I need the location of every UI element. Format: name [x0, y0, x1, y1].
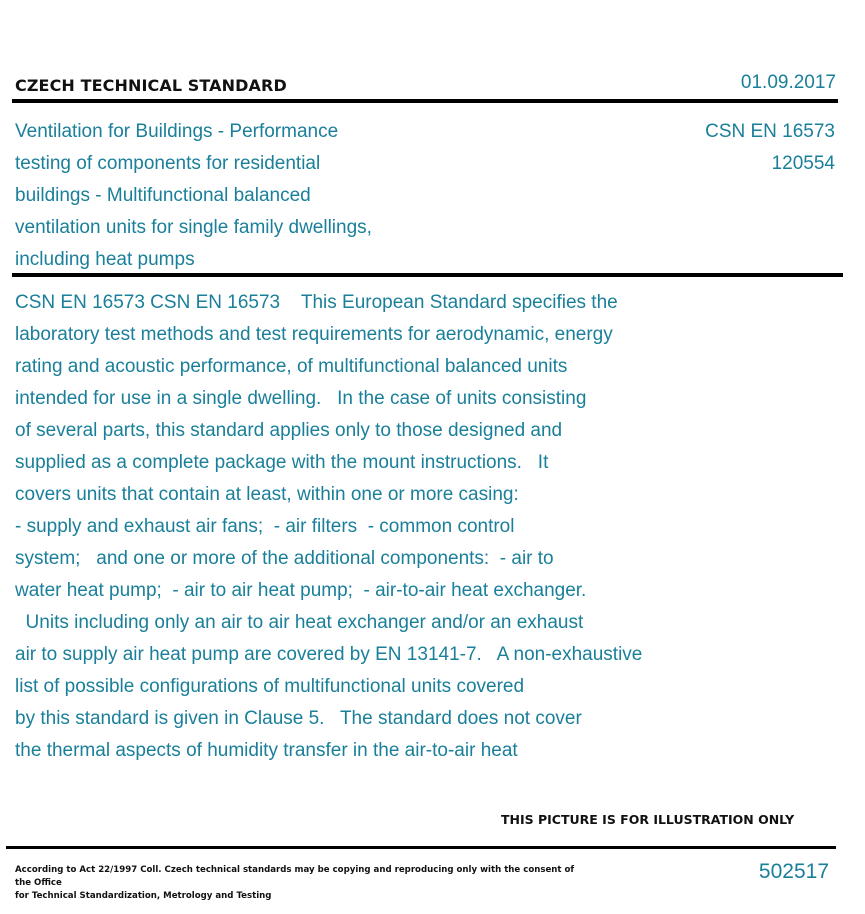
- standard-title-line: ventilation units for single family dwellings,: [15, 217, 372, 238]
- abstract-line: laboratory test methods and test requirements for aerodynamic, energy: [15, 324, 613, 345]
- abstract-line: of several parts, this standard applies only to those designed and: [15, 420, 563, 441]
- standard-title-line: buildings - Multifunctional balanced: [15, 185, 311, 206]
- illustration-disclaimer: THIS PICTURE IS FOR ILLUSTRATION ONLY: [501, 812, 795, 827]
- abstract-line: - supply and exhaust air fans; - air filters - common control: [15, 516, 515, 537]
- legal-notice: [15, 864, 585, 903]
- abstract-line: covers units that contain at least, within one or more casing:: [15, 484, 519, 505]
- standard-title-line: testing of components for residential: [15, 153, 321, 174]
- abstract-line: rating and acoustic performance, of multifunctional balanced units: [15, 356, 568, 377]
- document-type-label: CZECH TECHNICAL STANDARD: [15, 76, 287, 95]
- header-divider: [12, 99, 838, 103]
- legal-notice-line: for Technical Standardization, Metrology and Testing: [15, 891, 272, 901]
- standard-title: [15, 116, 445, 276]
- abstract-line: by this standard is given in Clause 5. The standard does not cover: [15, 708, 582, 729]
- legal-notice-line: According to Act 22/1997 Coll. Czech technical standards may be copying and reproducing only with the consent of the Office: [15, 865, 575, 888]
- standard-identifiers: [705, 116, 835, 180]
- footer-divider: [6, 846, 836, 849]
- catalog-number: 120554: [771, 153, 835, 174]
- standard-title-line: including heat pumps: [15, 249, 195, 270]
- abstract-line: system; and one or more of the additional components: - air to: [15, 548, 554, 569]
- abstract-line: water heat pump; - air to air heat pump; - air-to-air heat exchanger.: [15, 580, 587, 601]
- abstract-line: Units including only an air to air heat exchanger and/or an exhaust: [15, 612, 584, 633]
- abstract-text: [15, 287, 755, 767]
- abstract-line: intended for use in a single dwelling. In the case of units consisting: [15, 388, 587, 409]
- standard-title-line: Ventilation for Buildings - Performance: [15, 121, 339, 142]
- publication-date: 01.09.2017: [740, 72, 836, 93]
- abstract-line: supplied as a complete package with the mount instructions. It: [15, 452, 549, 473]
- standard-number: CSN EN 16573: [705, 121, 835, 142]
- abstract-line: list of possible configurations of multifunctional units covered: [15, 676, 525, 697]
- title-divider: [12, 273, 843, 277]
- abstract-line: the thermal aspects of humidity transfer in the air-to-air heat: [15, 740, 518, 761]
- document-id: 502517: [758, 860, 829, 883]
- abstract-line: CSN EN 16573 CSN EN 16573 This European Standard specifies the: [15, 292, 618, 313]
- abstract-line: air to supply air heat pump are covered by EN 13141-7. A non-exhaustive: [15, 644, 643, 665]
